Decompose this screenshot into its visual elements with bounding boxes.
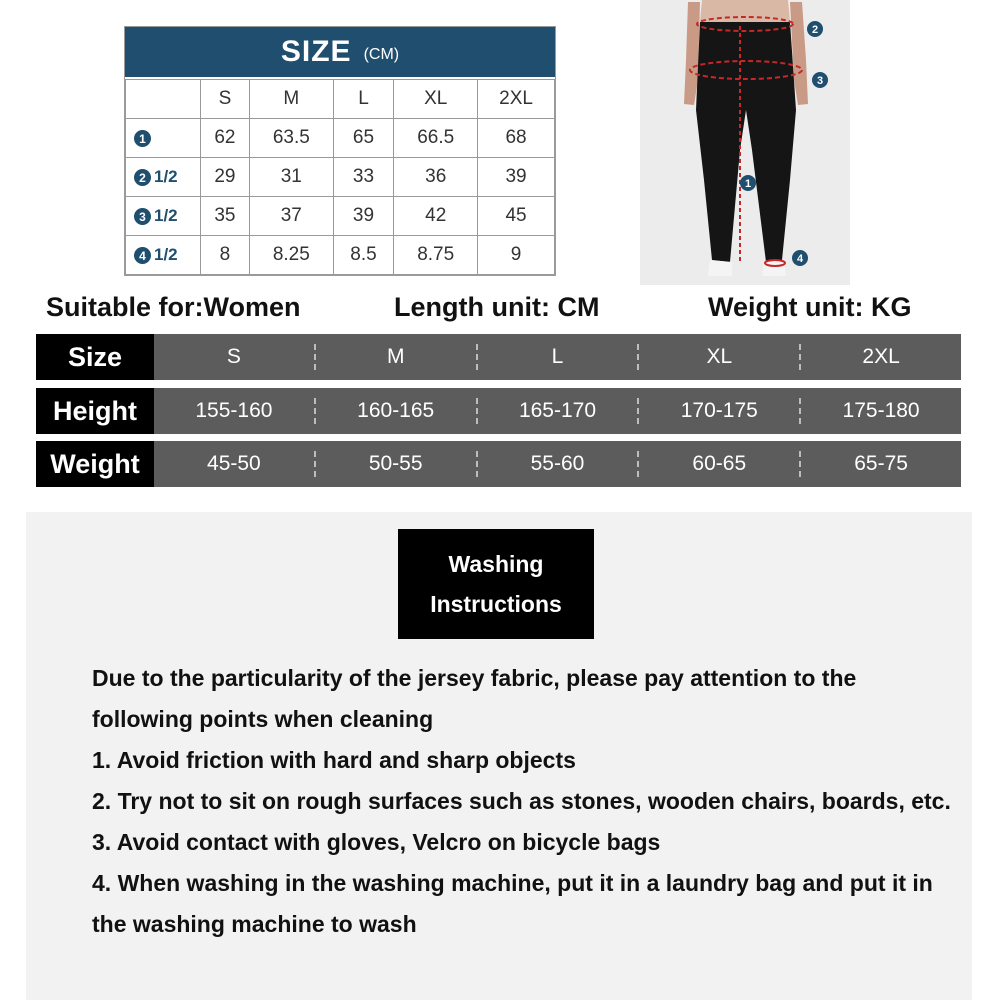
washing-title-line2: Instructions bbox=[430, 591, 562, 617]
row-label bbox=[126, 197, 201, 236]
column-header: S bbox=[201, 80, 250, 119]
corner-cell bbox=[126, 80, 201, 119]
washing-point: 4. When washing in the washing machine, put it in a laundry bag and put it in the washing machine to wash bbox=[92, 870, 933, 937]
washing-intro: Due to the particularity of the jersey fabric, please pay attention to the following points when cleaning bbox=[92, 665, 857, 732]
marker-1-icon: 1 bbox=[134, 130, 151, 147]
size-cell: M bbox=[316, 344, 478, 370]
table-cell: 8.75 bbox=[394, 236, 478, 275]
table-cell: 63.5 bbox=[249, 119, 333, 158]
height-row-label: Height bbox=[36, 388, 154, 434]
size-chart-column-headers bbox=[126, 80, 555, 119]
table-cell: 31 bbox=[249, 158, 333, 197]
suitable-for-text: Suitable for:Women bbox=[46, 292, 301, 322]
size-chart-title: SIZE bbox=[280, 35, 352, 68]
table-cell: 37 bbox=[249, 197, 333, 236]
length-unit-text: Length unit: CM bbox=[394, 292, 600, 322]
washing-title-line1: Washing bbox=[448, 551, 544, 577]
size-chart-table bbox=[124, 26, 556, 276]
weight-cell: 60-65 bbox=[639, 451, 801, 477]
table-cell: 8 bbox=[201, 236, 250, 275]
height-cell: 175-180 bbox=[842, 399, 920, 422]
table-cell: 65 bbox=[333, 119, 394, 158]
column-header: 2XL bbox=[478, 80, 555, 119]
marker-4-icon: 4 bbox=[134, 247, 151, 264]
size-cell: 2XL bbox=[862, 345, 900, 368]
table-cell: 42 bbox=[394, 197, 478, 236]
row-label bbox=[126, 119, 201, 158]
size-chart-header bbox=[125, 27, 555, 79]
size-cell: XL bbox=[639, 344, 801, 370]
height-row bbox=[36, 388, 961, 434]
row-suffix: 1/2 bbox=[154, 167, 178, 186]
height-cell: 155-160 bbox=[154, 398, 316, 424]
weight-unit-text: Weight unit: KG bbox=[708, 292, 912, 322]
washing-title bbox=[398, 529, 594, 639]
table-cell: 39 bbox=[478, 158, 555, 197]
photo-marker-1: 1 bbox=[744, 178, 752, 190]
product-photo bbox=[640, 0, 850, 285]
table-cell: 8.25 bbox=[249, 236, 333, 275]
table-cell: 68 bbox=[478, 119, 555, 158]
table-cell: 45 bbox=[478, 197, 555, 236]
photo-marker-4: 4 bbox=[796, 253, 804, 265]
row-label bbox=[126, 158, 201, 197]
weight-row-label: Weight bbox=[36, 441, 154, 487]
weight-cell: 65-75 bbox=[854, 452, 908, 475]
washing-text bbox=[92, 658, 952, 945]
washing-point: 2. Try not to sit on rough surfaces such as stones, wooden chairs, boards, etc. bbox=[92, 788, 951, 814]
table-row bbox=[126, 119, 555, 158]
table-cell: 36 bbox=[394, 158, 478, 197]
table-cell: 8.5 bbox=[333, 236, 394, 275]
table-cell: 66.5 bbox=[394, 119, 478, 158]
size-row bbox=[36, 334, 961, 380]
table-cell: 33 bbox=[333, 158, 394, 197]
table-row bbox=[126, 197, 555, 236]
row-label bbox=[126, 236, 201, 275]
weight-row bbox=[36, 441, 961, 487]
table-row bbox=[126, 158, 555, 197]
height-cell: 165-170 bbox=[478, 398, 640, 424]
weight-cell: 50-55 bbox=[316, 451, 478, 477]
table-cell: 39 bbox=[333, 197, 394, 236]
marker-3-icon: 3 bbox=[134, 208, 151, 225]
table-cell: 9 bbox=[478, 236, 555, 275]
marker-2-icon: 2 bbox=[134, 169, 151, 186]
row-suffix: 1/2 bbox=[154, 206, 178, 225]
photo-marker-3: 3 bbox=[816, 75, 824, 87]
weight-cell: 45-50 bbox=[154, 451, 316, 477]
column-header: M bbox=[249, 80, 333, 119]
size-row-label: Size bbox=[36, 334, 154, 380]
washing-point: 3. Avoid contact with gloves, Velcro on bicycle bags bbox=[92, 829, 661, 855]
washing-point: 1. Avoid friction with hard and sharp objects bbox=[92, 747, 576, 773]
table-row bbox=[126, 236, 555, 275]
washing-section bbox=[26, 512, 972, 1000]
table-cell: 35 bbox=[201, 197, 250, 236]
size-chart-unit: (CM) bbox=[363, 46, 400, 63]
height-cell: 170-175 bbox=[639, 398, 801, 424]
size-cell: L bbox=[478, 344, 640, 370]
weight-cell: 55-60 bbox=[478, 451, 640, 477]
height-cell: 160-165 bbox=[316, 398, 478, 424]
table-cell: 29 bbox=[201, 158, 250, 197]
column-header: L bbox=[333, 80, 394, 119]
row-suffix: 1/2 bbox=[154, 245, 178, 264]
leggings-illustration bbox=[640, 0, 850, 285]
column-header: XL bbox=[394, 80, 478, 119]
table-cell: 62 bbox=[201, 119, 250, 158]
size-cell: S bbox=[154, 344, 316, 370]
photo-marker-2: 2 bbox=[811, 24, 819, 36]
